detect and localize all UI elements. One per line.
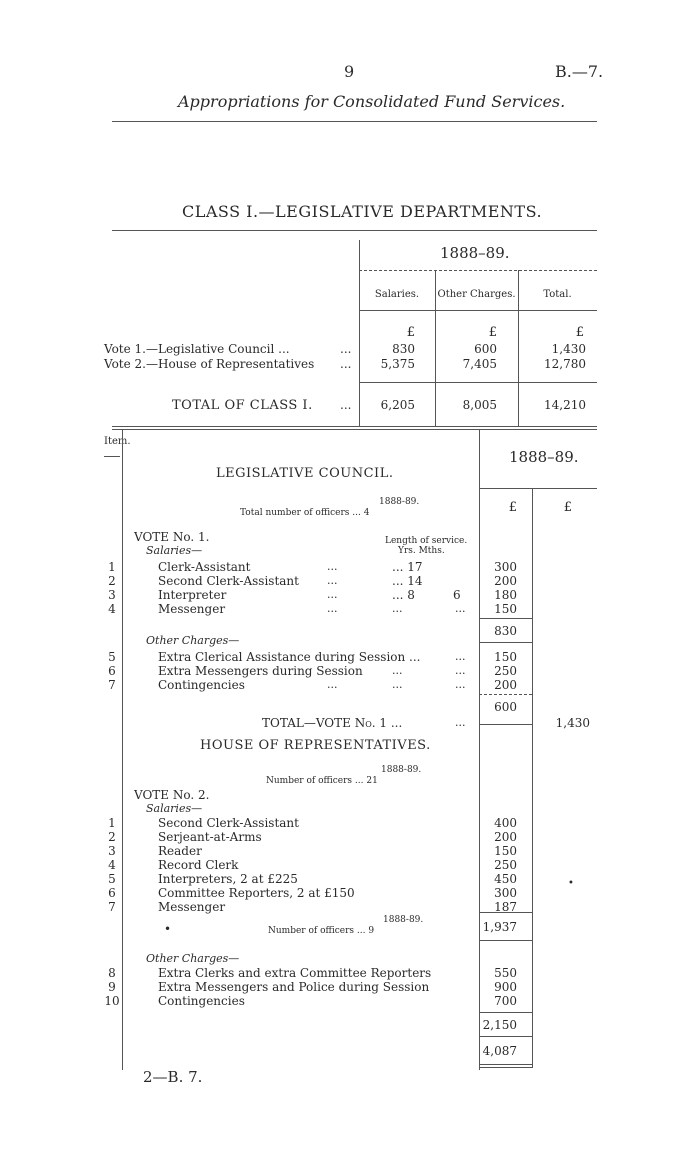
item-label: Serjeant-at-Arms xyxy=(158,830,262,844)
summary-row-other: 600 xyxy=(474,342,497,356)
summary-col-total: Total. xyxy=(543,289,572,300)
subtotal-rule xyxy=(479,642,532,643)
item-amount: 300 xyxy=(494,560,517,574)
item-number: 5 xyxy=(108,650,116,664)
item-amount: 200 xyxy=(494,678,517,692)
lc-other-charges-label: Other Charges— xyxy=(146,634,240,647)
item-dots: ... xyxy=(455,678,466,691)
summary-total-total: 14,210 xyxy=(544,398,586,412)
summary-row-dots: ... xyxy=(340,342,352,356)
hr-officers-count: Number of officers ... 21 xyxy=(266,776,378,786)
summary-total-label: TOTAL OF CLASS I. xyxy=(172,398,313,413)
item-number: 6 xyxy=(108,664,116,678)
item-label: Interpreters, 2 at £225 xyxy=(158,872,298,886)
summary-total-salaries: 6,205 xyxy=(380,398,415,412)
summary-row-dots: ... xyxy=(340,357,352,371)
item-amount: 180 xyxy=(494,588,517,602)
summary-total-rule xyxy=(359,382,597,383)
item-column-header: Item. xyxy=(104,436,131,447)
page-footer: 2—B. 7. xyxy=(143,1068,203,1086)
item-amount: 300 xyxy=(494,886,517,900)
item-amount: 400 xyxy=(494,816,517,830)
item-dots: ... xyxy=(327,678,338,691)
detail-currency: £ xyxy=(563,500,572,515)
item-amount: 450 xyxy=(494,872,517,886)
lc-yrs-mths: Yrs. Mths. xyxy=(398,546,445,556)
summary-year-rule xyxy=(359,270,597,271)
lc-officers-count: Total number of officers ... 4 xyxy=(240,508,370,518)
item-amount: 700 xyxy=(494,994,517,1008)
item-amount: 200 xyxy=(494,574,517,588)
item-dots: ... xyxy=(455,664,466,677)
item-number: 4 xyxy=(108,858,116,872)
item-years: ... 8 xyxy=(392,588,415,602)
lc-other-subtotal: 600 xyxy=(494,700,517,714)
item-label: Extra Messengers during Session xyxy=(158,664,363,678)
summary-row-total: 1,430 xyxy=(551,342,586,356)
item-number: 7 xyxy=(108,678,116,692)
total-column-divider xyxy=(532,488,533,1068)
item-amount: 900 xyxy=(494,980,517,994)
summary-row-salaries: 5,375 xyxy=(380,357,415,371)
item-years: ... 17 xyxy=(392,560,423,574)
item-label: Messenger xyxy=(158,900,226,914)
hr-title: HOUSE OF REPRESENTATIVES. xyxy=(200,738,431,753)
item-months: 6 xyxy=(453,588,461,602)
item-label: Record Clerk xyxy=(158,858,239,872)
item-number: 7 xyxy=(108,900,116,914)
hr-officers2-year: 1888-89. xyxy=(383,915,424,925)
subtotal-rule xyxy=(479,1064,532,1065)
summary-currency: £ xyxy=(575,325,584,340)
bullet-mark: • xyxy=(164,922,172,936)
item-column-divider xyxy=(122,430,123,1070)
item-label: Second Clerk-Assistant xyxy=(158,574,299,588)
item-dots: ... xyxy=(327,560,338,573)
hr-other-subtotal: 2,150 xyxy=(482,1018,517,1032)
item-number: 5 xyxy=(108,872,116,886)
subtotal-rule xyxy=(479,1067,532,1068)
summary-bottom-rule-2 xyxy=(112,429,597,430)
summary-colhead-rule xyxy=(359,310,597,311)
lc-total-label: TOTAL—VOTE No. 1 ... xyxy=(262,716,403,730)
item-amount: 250 xyxy=(494,858,517,872)
lc-length-of-service: Length of service. xyxy=(385,536,468,546)
item-amount: 150 xyxy=(494,650,517,664)
item-amount: 250 xyxy=(494,664,517,678)
page-subtitle: Appropriations for Consolidated Fund Services. xyxy=(178,92,566,111)
summary-currency: £ xyxy=(488,325,497,340)
item-amount: 187 xyxy=(494,900,517,914)
hr-vote-heading: VOTE No. 2. xyxy=(134,788,210,802)
item-label: Messenger xyxy=(158,602,226,616)
item-label: Extra Clerical Assistance during Session ... xyxy=(158,650,421,664)
summary-year-heading: 1888–89. xyxy=(440,244,510,262)
item-amount: 150 xyxy=(494,602,517,616)
hr-officers2-count: Number of officers ... 9 xyxy=(268,926,375,936)
lc-total-amount: 1,430 xyxy=(555,716,590,730)
item-dots: ... xyxy=(392,678,403,691)
item-label: Contingencies xyxy=(158,678,245,692)
subtotal-rule xyxy=(479,1012,532,1013)
item-label: Committee Reporters, 2 at £150 xyxy=(158,886,355,900)
item-number: 2 xyxy=(108,830,116,844)
lc-salaries-subtotal: 830 xyxy=(494,624,517,638)
header-rule xyxy=(112,121,597,122)
hr-running-total: 4,087 xyxy=(482,1044,517,1058)
item-dots: ... xyxy=(392,602,403,615)
summary-row-other: 7,405 xyxy=(462,357,497,371)
hr-salaries-subtotal: 1,937 xyxy=(482,920,517,934)
item-label: Contingencies xyxy=(158,994,245,1008)
lc-salaries-label: Salaries— xyxy=(146,544,203,557)
summary-total-dots: ... xyxy=(340,398,352,412)
item-amount: 200 xyxy=(494,830,517,844)
lc-total-dots: ... xyxy=(455,716,466,729)
summary-row-salaries: 830 xyxy=(392,342,415,356)
item-amount: 550 xyxy=(494,966,517,980)
item-dots: ... xyxy=(392,664,403,677)
item-label: Reader xyxy=(158,844,202,858)
item-number: 4 xyxy=(108,602,116,616)
item-dots: ... xyxy=(455,602,466,615)
item-number: 3 xyxy=(108,588,116,602)
item-header-rule xyxy=(104,456,120,457)
detail-currency: £ xyxy=(508,500,517,515)
item-number: 3 xyxy=(108,844,116,858)
item-dots: ... xyxy=(327,588,338,601)
page-number: 9 xyxy=(344,62,355,81)
summary-total-other: 8,005 xyxy=(462,398,497,412)
summary-col-salaries: Salaries. xyxy=(374,289,420,300)
lc-officers-year: 1888-89. xyxy=(379,497,420,507)
item-label: Interpreter xyxy=(158,588,227,602)
item-number: 9 xyxy=(108,980,116,994)
item-dots: ... xyxy=(327,602,338,615)
summary-top-rule xyxy=(112,230,597,231)
hr-other-charges-label: Other Charges— xyxy=(146,952,240,965)
item-label: Extra Clerks and extra Committee Reporters xyxy=(158,966,432,980)
subtotal-rule xyxy=(479,618,532,619)
detail-year-rule xyxy=(479,488,597,489)
item-number: 2 xyxy=(108,574,116,588)
summary-row-label: Vote 2.—House of Representatives xyxy=(104,357,315,371)
item-years: ... 14 xyxy=(392,574,423,588)
lc-vote-heading: VOTE No. 1. xyxy=(134,530,210,544)
class-title: CLASS I.—LEGISLATIVE DEPARTMENTS. xyxy=(182,202,543,221)
item-label: Clerk-Assistant xyxy=(158,560,251,574)
document-reference: B.—7. xyxy=(555,62,604,81)
subtotal-rule xyxy=(479,912,532,913)
item-number: 8 xyxy=(108,966,116,980)
item-label: Extra Messengers and Police during Session xyxy=(158,980,430,994)
summary-row-label: Vote 1.—Legislative Council ... xyxy=(104,342,290,356)
stray-mark: • xyxy=(568,878,574,889)
summary-col-other: Other Charges. xyxy=(437,289,516,300)
item-number: 1 xyxy=(108,816,116,830)
summary-currency: £ xyxy=(406,325,415,340)
subtotal-rule xyxy=(479,694,532,695)
subtotal-rule xyxy=(479,1036,532,1037)
item-amount: 150 xyxy=(494,844,517,858)
item-number: 10 xyxy=(104,994,120,1008)
item-label: Second Clerk-Assistant xyxy=(158,816,299,830)
summary-row-total: 12,780 xyxy=(544,357,586,371)
hr-officers-year: 1888-89. xyxy=(381,765,422,775)
item-number: 1 xyxy=(108,560,116,574)
summary-bottom-rule xyxy=(112,426,597,427)
subtotal-rule xyxy=(479,940,532,941)
hr-salaries-label: Salaries— xyxy=(146,802,203,815)
item-dots: ... xyxy=(455,650,466,663)
lc-title: LEGISLATIVE COUNCIL. xyxy=(216,466,394,481)
item-number: 6 xyxy=(108,886,116,900)
item-dots: ... xyxy=(327,574,338,587)
detail-year-heading: 1888–89. xyxy=(509,448,579,466)
subtotal-rule xyxy=(479,724,532,725)
